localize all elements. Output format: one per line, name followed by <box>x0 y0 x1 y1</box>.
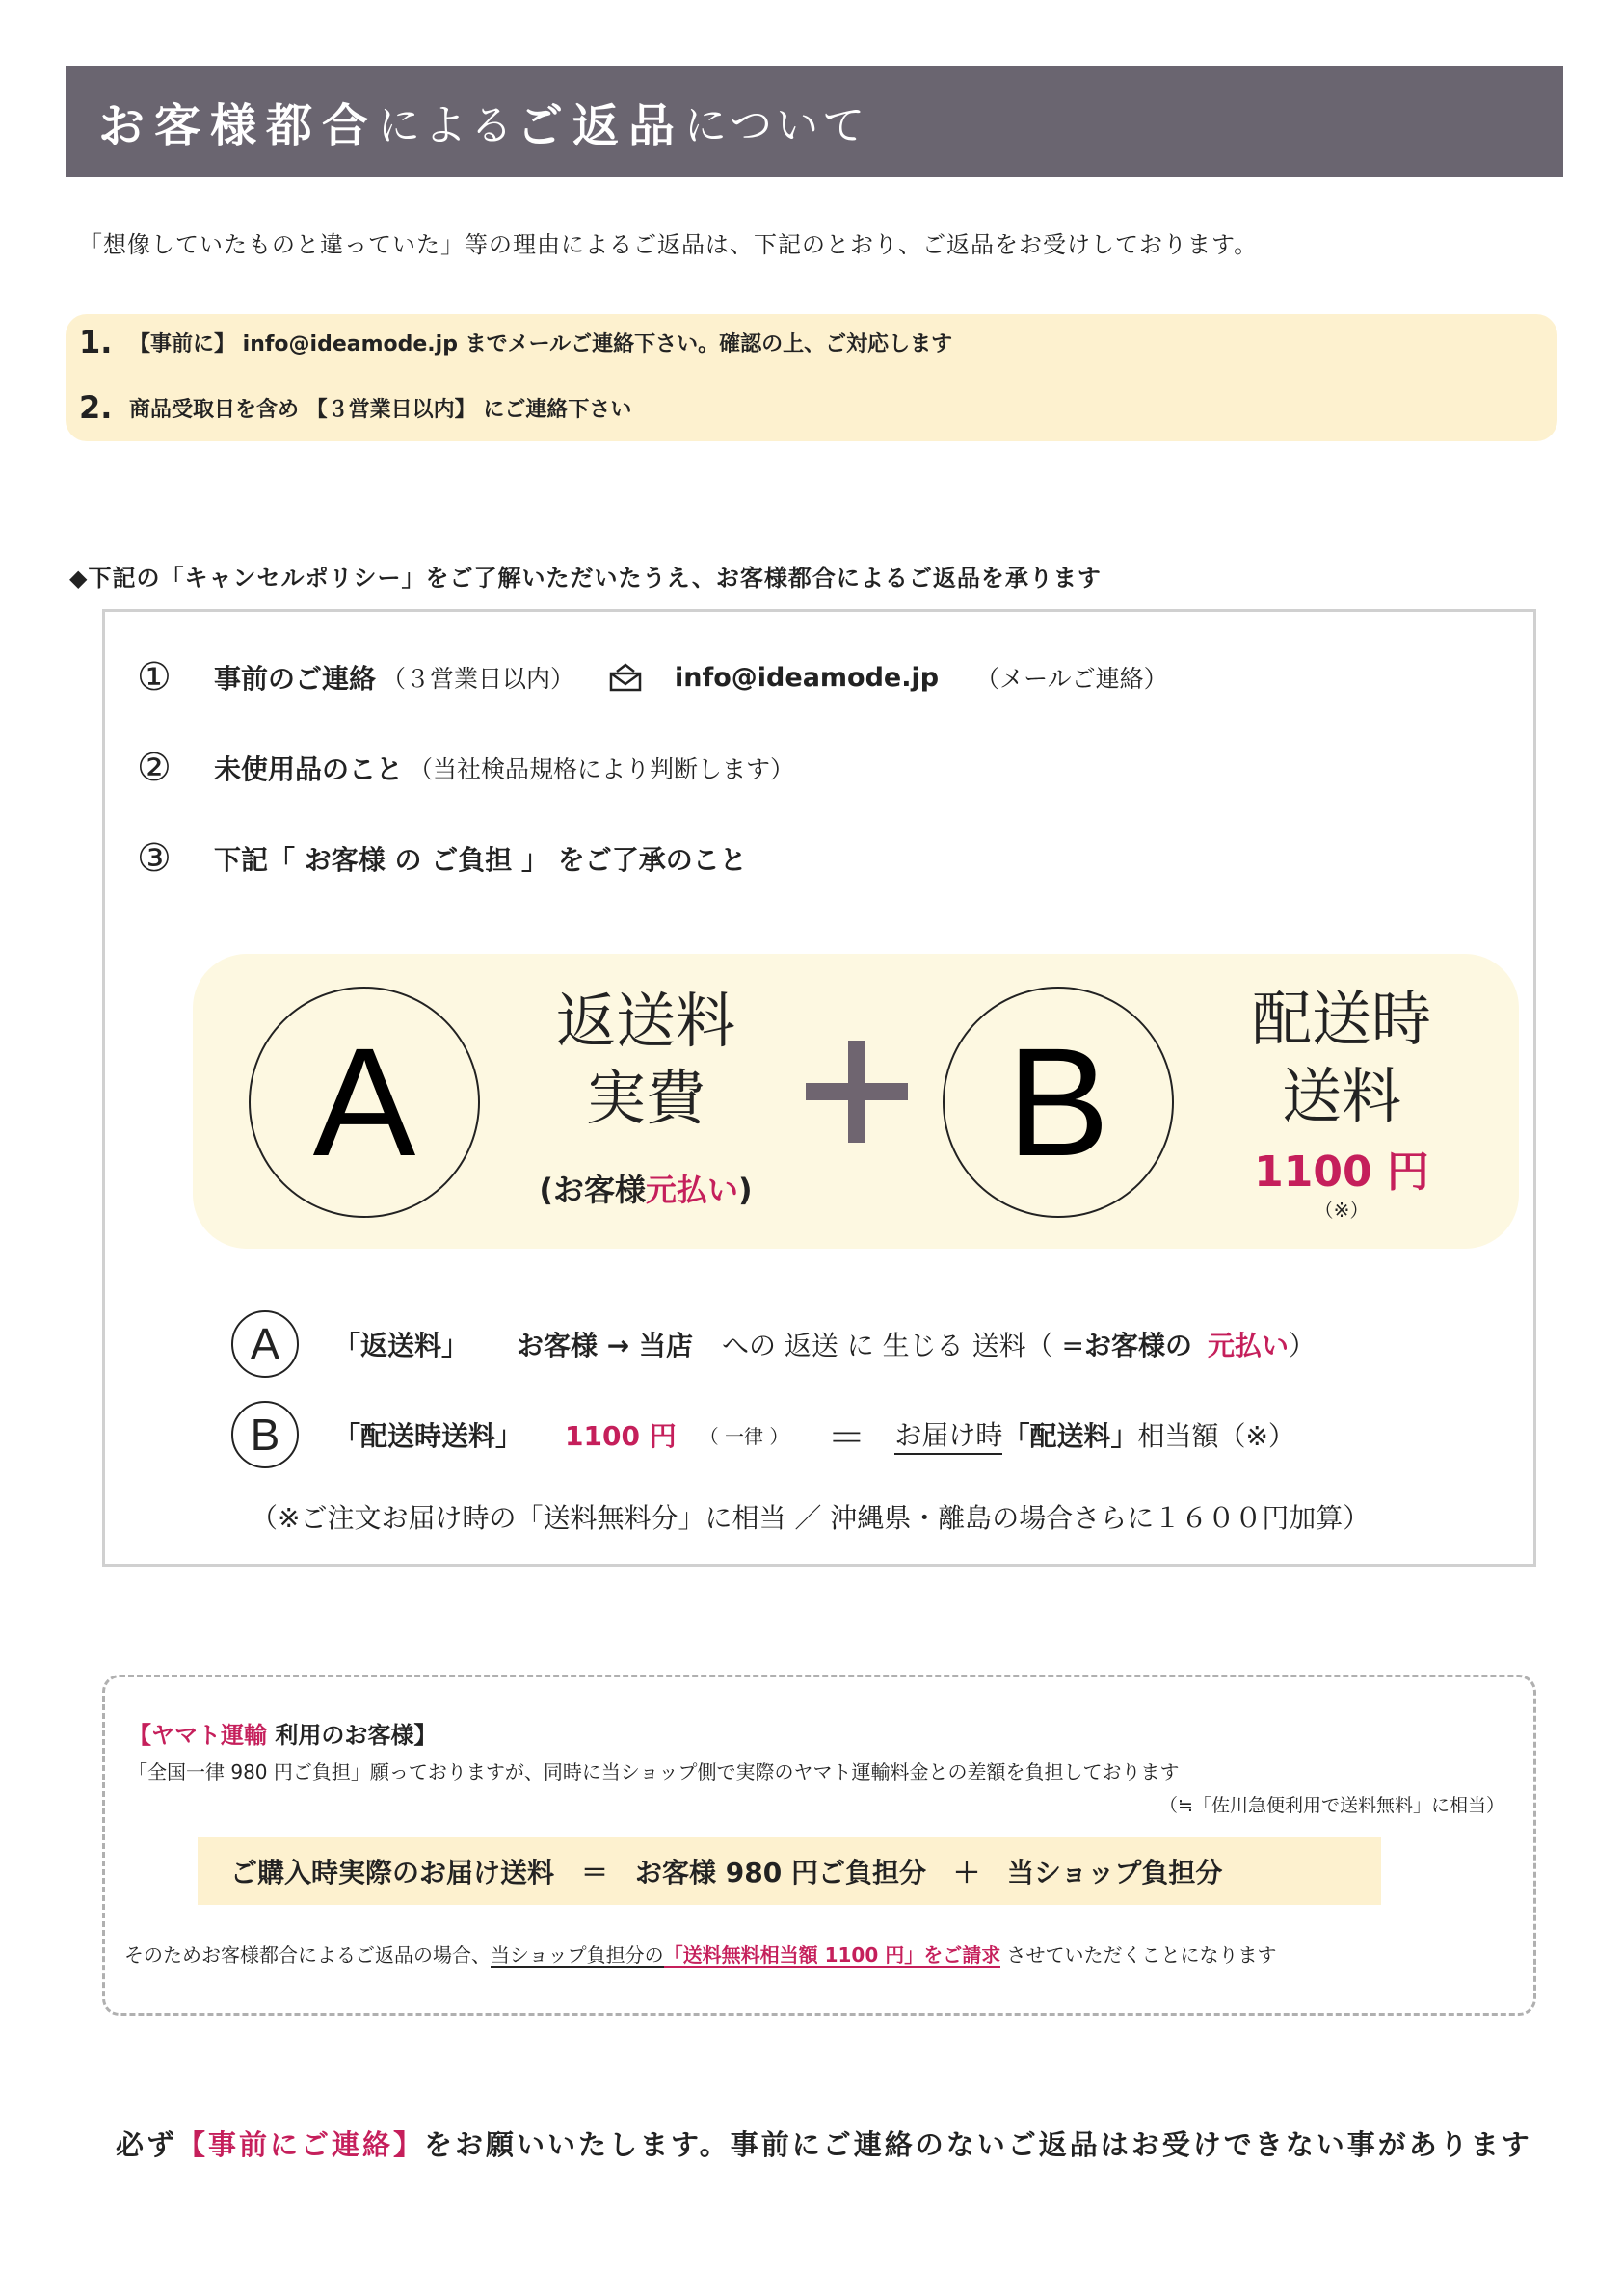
paren-open: (お客様 <box>539 1172 646 1208</box>
yamato-line-3a: そのためお客様都合によるご返品の場合、 <box>124 1943 491 1966</box>
delivery-shipping-label <box>1216 981 1467 1135</box>
yamato-charge-text: 「送料無料相当額 1100 円」をご請求 <box>663 1943 1001 1966</box>
customer-text: お客様の <box>1083 1330 1192 1361</box>
equals-sign: ＝ <box>827 1415 866 1461</box>
yamato-line-3 <box>124 1940 1277 1967</box>
step-2 <box>79 389 631 426</box>
small-circle-a: A <box>231 1310 299 1378</box>
return-shipping-line2: 実費 <box>585 1063 705 1133</box>
footer-pre: 必ず <box>116 2128 178 2161</box>
condition-2 <box>137 746 794 790</box>
condition-number: ① <box>137 655 172 699</box>
yamato-line-2: （≒「佐川急便利用で送料無料」に相当） <box>1159 1795 1504 1816</box>
yamato-title <box>128 1716 437 1750</box>
explanation-b <box>231 1401 1295 1468</box>
condition-sub: （３営業日以内） <box>382 665 575 693</box>
route-desc: への 返送 に 生じる 送料（ = <box>721 1330 1084 1361</box>
intro-text: 「想像していたものと違っていた」等の理由によるご返品は、下記のとおり、ご返品をお受けしております。 <box>79 231 1259 258</box>
surcharge-note: （※ご注文お届け時の「送料無料分」に相当 ／ 沖縄県・離島の場合さらに１６００円加算） <box>251 1502 1370 1534</box>
step-number: 1. <box>79 324 113 360</box>
condition-1 <box>137 655 1168 699</box>
return-shipping-label <box>520 983 771 1137</box>
return-shipping-line1: 返送料 <box>555 986 735 1056</box>
flat-rate-note: （ 一律 ） <box>699 1424 789 1448</box>
steps-box <box>66 314 1557 441</box>
title-part-4: について <box>684 101 869 150</box>
condition-number: ③ <box>137 836 172 881</box>
small-circle-b: B <box>231 1401 299 1468</box>
letter-a: A <box>312 1016 416 1188</box>
condition-sub: （当社検品規格により判断します） <box>409 755 795 783</box>
paren-close: ) <box>738 1172 753 1208</box>
yamato-line-3c: させていただくことになります <box>1000 1943 1277 1966</box>
prepaid-text: 元払い <box>646 1172 739 1208</box>
condition-3 <box>137 836 747 881</box>
condition-label: 未使用品のこと <box>214 753 404 785</box>
flat-price: 1100 円 <box>565 1420 677 1452</box>
delivery-time-text: お届け時 <box>894 1414 1002 1455</box>
circle-b <box>943 987 1174 1218</box>
title-part-1: お客様都合 <box>98 98 379 153</box>
delivery-shipping-line1: 配送時 <box>1251 984 1431 1054</box>
footer-post: をお願いいたします。事前にご連絡のないご返品はお受けできない事があります <box>424 2128 1532 2161</box>
footer-notice <box>116 2124 1532 2163</box>
title-part-2: による <box>378 101 518 150</box>
delivery-price-note: （※） <box>1314 1199 1370 1222</box>
condition-label: 下記「 お客様 の ご負担 」 をご了承のこと <box>214 844 747 876</box>
condition-label: 事前のご連絡 <box>214 663 377 695</box>
letter-b: B <box>1006 1016 1110 1188</box>
step-text: 【事前に】 info@ideamode.jp までメールご連絡下さい。確認の上、ご対応します <box>129 331 953 356</box>
customer-paid-note <box>520 1166 771 1210</box>
mail-icon <box>609 663 642 692</box>
title-part-3: ご返品 <box>517 98 685 153</box>
yamato-box <box>102 1675 1536 2016</box>
email-note: （メールご連絡） <box>975 665 1168 693</box>
shipping-equation: ご購入時実際のお届け送料 ＝ お客様 980 円ご負担分 ＋ 当ショップ負担分 <box>198 1837 1381 1905</box>
yamato-line-3b: 当ショップ負担分の <box>491 1943 664 1966</box>
step-1 <box>79 324 952 360</box>
route-text: お客様 → 当店 <box>517 1330 693 1361</box>
yamato-title-pink: 【ヤマト運輸 <box>128 1722 267 1749</box>
yamato-title-rest: 利用のお客様】 <box>267 1722 438 1749</box>
equivalent-text: 相当額（※） <box>1137 1420 1295 1452</box>
delivery-price: 1100 円 <box>1254 1148 1429 1197</box>
page-title <box>66 66 1563 177</box>
condition-number: ② <box>137 746 172 790</box>
footer-pink: 【事前にご連絡】 <box>177 2128 425 2161</box>
term-return-shipping: 「返送料」 <box>333 1330 469 1361</box>
policy-heading: ◆下記の「キャンセルポリシー」をご了解いただいたうえ、お客様都合によるご返品を承ります <box>69 565 1102 592</box>
yamato-line-1: 「全国一律 980 円ご負担」願っておりますが、同時に当ショップ側で実際のヤマト運輸料金との差額を負担しております <box>128 1760 1180 1783</box>
term-delivery-shipping: 「配送時送料」 <box>333 1420 523 1452</box>
step-number: 2. <box>79 389 113 426</box>
prepaid-label: 元払い <box>1207 1330 1289 1361</box>
circle-a <box>249 987 480 1218</box>
explanation-a <box>231 1310 1316 1378</box>
term-delivery-fee: 「配送料」 <box>1002 1420 1138 1452</box>
email-address: info@ideamode.jp <box>675 662 940 693</box>
plus-icon <box>806 1041 908 1143</box>
delivery-shipping-line2: 送料 <box>1281 1061 1401 1131</box>
close-paren: ） <box>1288 1330 1316 1361</box>
step-text: 商品受取日を含め 【３営業日以内】 にご連絡下さい <box>129 397 632 422</box>
